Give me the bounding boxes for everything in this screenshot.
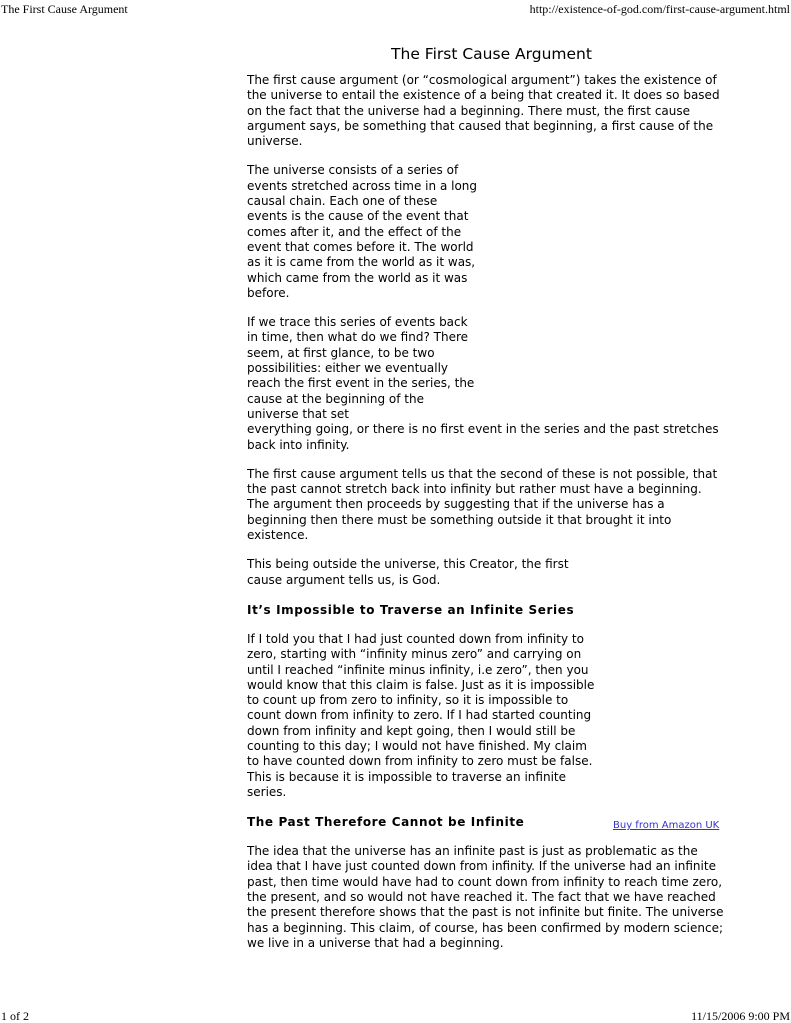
paragraph-counting-down: If I told you that I had just counted down from infinity to zero, starting with “infinity minus zero” and carrying on until I reached “infinite minus infinity, i.e zero”, then you would know that this claim is false. Just as it is impossible to count up from zero to infinity, so it is impossible to count down from infinity to zero. If I had started counting down from infinity and kept going, then I would still be counting to this day; I would not have finished. My claim to have counted down from infinity to zero must be false. This is because it is impossible to traverse an infinite series. — [247, 631, 595, 799]
section-heading-infinite-series: It’s Impossible to Traverse an Infinite Series — [247, 602, 575, 617]
print-header-title: The First Cause Argument — [1, 2, 128, 16]
article — [247, 44, 732, 984]
print-footer-timestamp: 11/15/2006 9:00 PM — [691, 1009, 790, 1023]
paragraph-trace-series-wide: everything going, or there is no first event in the series and the past stretches back into infinity. — [247, 422, 719, 452]
paragraph-intro: The first cause argument (or “cosmological argument”) takes the existence of the universe to entail the existence of a being that created it. It does so based on the fact that the universe had a beginning. There must, the first cause argument says, be something that caused that beginning, a first cause of the universe. — [247, 73, 720, 149]
paragraph-creator-is-god: This being outside the universe, this Creator, the first cause argument tells us, is God. — [247, 557, 569, 587]
page-title: The First Cause Argument — [391, 45, 592, 63]
print-header-url: http://existence-of-god.com/first-cause-argument.html — [529, 2, 790, 16]
buy-from-amazon-link[interactable]: Buy from Amazon UK — [613, 820, 720, 831]
paragraph-second-not-possible: The first cause argument tells us that the second of these is not possible, that the past cannot stretch back into infinity but rather must have a beginning. The argument then proceeds by suggesting that if the universe has a beginning then there must be something outside it that brought it into existence. — [247, 466, 718, 543]
paragraph-infinite-past: The idea that the universe has an infinite past is just as problematic as the idea that I have just counted down from infinity. If the universe had an infinite past, then time would have had to count down from infinity to reach time zero, the present, and so would not have reached it. The fact that we have reached the present therefore shows that the past is not infinite but finite. The universe has a beginning. This claim, of course, has been confirmed by modern science; we live in a universe that had a beginning. — [247, 844, 724, 950]
paragraph-trace-series-narrow: If we trace this series of events back in time, then what do we find? There seem, at first glance, to be two possibilities: either we eventually reach the first event in the series, the cause at the beginning of the universe that set — [247, 315, 475, 421]
paragraph-trace-series — [247, 315, 725, 453]
print-footer-page-count: 1 of 2 — [1, 1009, 29, 1023]
section-heading-past-not-infinite: The Past Therefore Cannot be Infinite — [247, 815, 525, 830]
paragraph-causal-chain: The universe consists of a series of events stretched across time in a long causal chain. Each one of these events is the cause of the event that comes after it, and the effect of the event that comes before it. The world as it is came from the world as it was, which came from the world as it was before. — [247, 163, 478, 300]
